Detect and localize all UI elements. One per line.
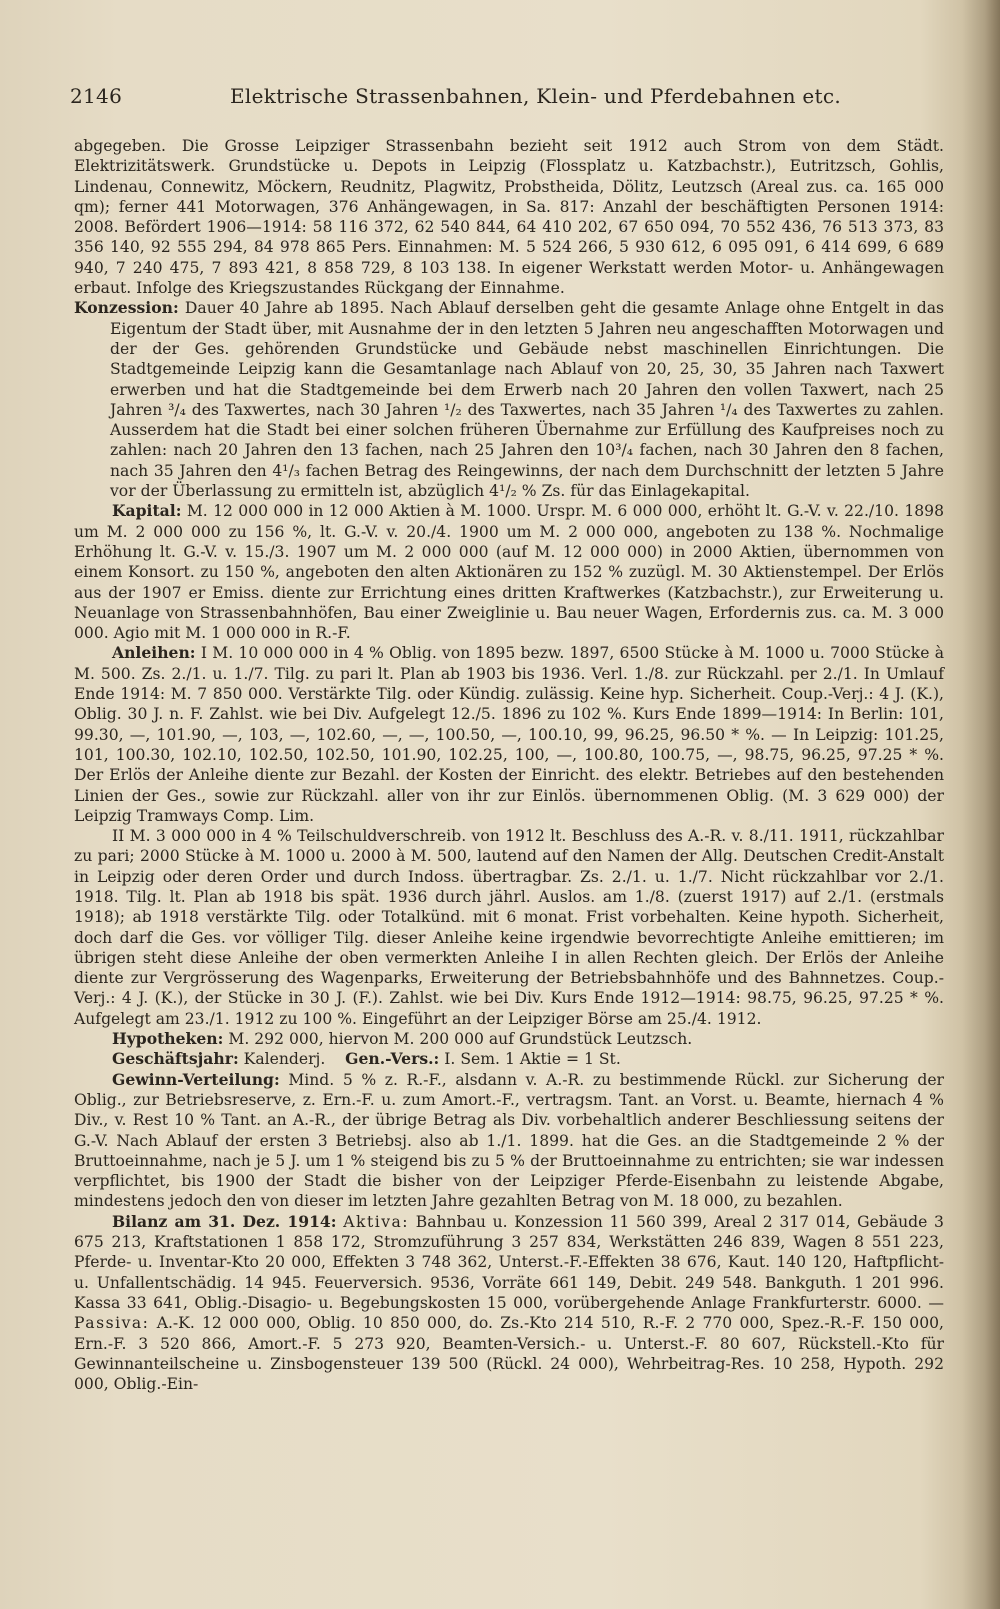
hypotheken-label: Hypotheken:	[112, 1029, 224, 1049]
running-header	[70, 84, 930, 114]
bilanz-label: Bilanz am 31. Dez. 1914:	[112, 1211, 337, 1231]
geschaeftsjahr-paragraph: Geschäftsjahr: Kalenderj. Gen.-Vers.: I. Sem. 1 Aktie = 1 St.	[112, 1049, 621, 1069]
konzession-label: Konzession:	[74, 298, 179, 318]
intro-paragraph: abgegeben. Die Grosse Leipziger Strassenbahn bezieht seit 1912 auch Strom von dem Städt. Elektrizitätswerk. Grundstücke u. Depots in Leipzig (Flossplatz u. Katzbachstr.), Eutritzsch, Gohlis, Lindenau, Connewitz, Möckern, Reudnitz, Plagwitz, Probstheida, Dölitz, Leutzsch (Areal zus. ca. 165 000 qm); ferner 441 Motorwagen, 376 Anhängewagen, in Sa. 817: Anzahl der beschäftigten Personen 1914: 2008. Befördert 1906—1914: 58 116 372, 62 540 844, 64 410 202, 67 650 094, 70 552 436, 76 513 373, 83 356 140, 92 555 294, 84 978 865 Pers. Einnahmen: M. 5 524 266, 5 930 612, 6 095 091, 6 414 699, 6 689 940, 7 240 475, 7 893 421, 8 858 729, 8 103 138. In eigener Werkstatt werden Motor- u. Anhängewagen erbaut. Infolge des Kriegszustandes Rückgang der Einnahme.	[74, 137, 944, 298]
page-edge-shadow	[962, 0, 1000, 1609]
article-body	[74, 136, 944, 1394]
aktiva-label: Aktiva:	[343, 1212, 410, 1231]
anleihen-label: Anleihen:	[112, 643, 196, 663]
anleihe-ii-paragraph: II M. 3 000 000 in 4 % Teilschuldverschreib. von 1912 lt. Beschluss des A.-R. v. 8./11. 1911, rückzahlbar zu pari; 2000 Stücke à M. 1000 u. 2000 à M. 500, lautend auf den Namen der Allg. Deutschen Credit-Anstalt in Leipzig oder deren Order und durch Indoss. übertragbar. Zs. 2./1. u. 1./7. Nicht rückzahlbar vor 2./1. 1918. Tilg. lt. Plan ab 1918 bis spät. 1936 durch jährl. Auslos. am 1./8. (zuerst 1917) auf 2./1. (erstmals 1918); ab 1918 verstärkte Tilg. oder Totalkünd. mit 6 monat. Frist vorbehalten. Keine hypoth. Sicherheit, doch darf die Ges. vor völliger Tilg. dieser Anleihe keine irgendwie bevorrechtigte Anleihe emittieren; im übrigen steht diese Anleihe der oben vermerkten Anleihe I in allen Rechten gleich. Der Erlös der Anleihe diente zur Vergrösserung des Wagenparks, Erweiterung der Betriebsbahnhöfe und des Bahnnetzes. Coup.-Verj.: 4 J. (K.), der Stücke in 30 J. (F.). Zahlst. wie bei Div. Kurs Ende 1912—1914: 98.75, 96.25, 97.25 * %. Aufgelegt am 23./1. 1912 zu 100 %. Eingeführt an der Leipziger Börse am 25./4. 1912.	[74, 827, 944, 1028]
gewinn-verteilung-paragraph: Gewinn-Verteilung: Mind. 5 % z. R.-F., alsdann v. A.-R. zu bestimmende Rückl. zur Sicherung der Oblig., zur Betriebsreserve, z. Ern.-F. u. zum Amort.-F., vertragsm. Tant. an Vorst. u. Beamte, hiernach 4 % Div., v. Rest 10 % Tant. an A.-R., der übrige Betrag als Div. vorbehaltlich anderer Beschliessung seitens der G.-V. Nach Ablauf der ersten 3 Betriebsj. also ab 1./1. 1899. hat die Ges. an die Stadtgemeinde 2 % der Bruttoeinnahme, nach je 5 J. um 1 % steigend bis zu 5 % der Bruttoeinnahme zu entrichten; sie war indessen verpflichtet, bis 1900 der Stadt die bisher von der Leipziger Pferde-Eisenbahn zu leistende Abgabe, mindestens jedoch den von dieser im letzten Jahre gezahlten Betrag von M. 18 000, zu bezahlen.	[74, 1069, 944, 1211]
konzession-paragraph: Konzession: Dauer 40 Jahre ab 1895. Nach Ablauf derselben geht die gesamte Anlage ohne Entgelt in das Eigentum der Stadt über, mit Ausnahme der in den letzten 5 Jahren neu angeschafften Motorwagen und der der Ges. gehörenden Grundstücke und Gebäude nebst maschinellen Einrichtungen. Die Stadtgemeinde Leipzig kann die Gesamtanlage nach Ablauf von 20, 25, 30, 35 Jahren nach Taxwert erwerben und hat die Stadtgemeinde bei dem Erwerb nach 20 Jahren den vollen Taxwert, nach 25 Jahren ³/₄ des Taxwertes, nach 30 Jahren ¹/₂ des Taxwertes, nach 35 Jahren ¹/₄ des Taxwertes zu zahlen. Ausserdem hat die Stadt bei einer solchen früheren Übernahme zur Erfüllung des Kaufpreises noch zu zahlen: nach 20 Jahren den 13 fachen, nach 25 Jahren den 10³/₄ fachen, nach 30 Jahren den 8 fachen, nach 35 Jahren den 4¹/₃ fachen Betrag des Reingewinns, der nach dem Durchschnitt der letzten 5 Jahre vor der Überlassung zu ermitteln ist, abzüglich 4¹/₂ % Zs. für das Einlagekapital.	[74, 298, 944, 501]
anleihen-paragraph: Anleihen: I M. 10 000 000 in 4 % Oblig. von 1895 bezw. 1897, 6500 Stücke à M. 1000 u. 7000 Stücke à M. 500. Zs. 2./1. u. 1./7. Tilg. zu pari lt. Plan ab 1903 bis 1936. Verl. 1./8. zur Rückzahl. per 2./1. In Umlauf Ende 1914: M. 7 850 000. Verstärkte Tilg. oder Kündig. zulässig. Keine hyp. Sicherheit. Coup.-Verj.: 4 J. (K.), Oblig. 30 J. n. F. Zahlst. wie bei Div. Aufgelegt 12./5. 1896 zu 102 %. Kurs Ende 1899—1914: In Berlin: 101, 99.30, —, 101.90, —, 103, —, 102.60, —, —, 100.50, —, 100.10, 99, 96.25, 96.50 * %. — In Leipzig: 101.25, 101, 100.30, 102.10, 102.50, 102.50, 101.90, 102.25, 100, —, 100.80, 100.75, —, 98.75, 96.25, 97.25 * %. Der Erlös der Anleihe diente zur Bezahl. der Kosten der Einricht. des elektr. Betriebes auf den bestehenden Linien der Ges., sowie zur Rückzahl. aller von ihr zur Einlös. übernommenen Oblig. (M. 3 629 000) der Leipzig Tramways Comp. Lim.	[74, 643, 944, 825]
page-number: 2146	[70, 84, 123, 108]
kapital-paragraph: Kapital: M. 12 000 000 in 12 000 Aktien à M. 1000. Urspr. M. 6 000 000, erhöht lt. G.-V. v. 22./10. 1898 um M. 2 000 000 zu 156 %, lt. G.-V. v. 20./4. 1900 um M. 2 000 000, angeboten zu 138 %. Nochmalige Erhöhung lt. G.-V. v. 15./3. 1907 um M. 2 000 000 (auf M. 12 000 000) in 2000 Aktien, übernommen von einem Konsort. zu 150 %, angeboten den alten Aktionären zu 152 % zuzügl. M. 30 Aktienstempel. Der Erlös aus der 1907 er Emiss. diente zur Errichtung eines dritten Kraftwerkes (Katzbachstr.), zur Erweiterung u. Neuanlage von Strassenbahnhöfen, Bau einer Zweiglinie u. Bau neuer Wagen, Erfordernis zus. ca. M. 3 000 000. Agio mit M. 1 000 000 in R.-F.	[74, 501, 944, 643]
bilanz-paragraph: Bilanz am 31. Dez. 1914: Aktiva: Bahnbau u. Konzession 11 560 399, Areal 2 317 014, Gebäude 3 675 213, Kraftstationen 1 858 172, Stromzuführung 3 257 834, Werkstätten 246 839, Wagen 8 551 223, Pferde- u. Inventar-Kto 20 000, Effekten 3 748 362, Unterst.-F.-Effekten 38 676, Kaut. 140 120, Haftpflicht- u. Unfallentschädig. 14 945. Feuerversich. 9536, Vorräte 661 149, Debit. 249 548. Bankguth. 1 201 996. Kassa 33 641, Oblig.-Disagio- u. Begebungskosten 15 000, vorübergehende Anlage Frankfurterstr. 6000. — Passiva: A.-K. 12 000 000, Oblig. 10 850 000, do. Zs.-Kto 214 510, R.-F. 2 770 000, Spez.-R.-F. 150 000, Ern.-F. 3 520 866, Amort.-F. 5 273 920, Beamten-Versich.- u. Unterst.-F. 80 607, Rückstell.-Kto für Gewinnanteilscheine u. Zinsbogensteuer 139 500 (Rückl. 24 000), Wehrbeitrag-Res. 10 258, Hypoth. 292 000, Oblig.-Ein-	[74, 1211, 944, 1394]
running-title: Elektrische Strassenbahnen, Klein- und Pferdebahnen etc.	[230, 84, 842, 108]
passiva-label: Passiva:	[74, 1314, 150, 1333]
gen-vers-label: Gen.-Vers.:	[345, 1049, 440, 1069]
gewinn-verteilung-label: Gewinn-Verteilung:	[112, 1069, 280, 1089]
geschaeftsjahr-label: Geschäftsjahr:	[112, 1049, 239, 1069]
kapital-label: Kapital:	[112, 501, 182, 521]
hypotheken-paragraph: Hypotheken: M. 292 000, hiervon M. 200 000 auf Grundstück Leutzsch.	[112, 1029, 693, 1049]
